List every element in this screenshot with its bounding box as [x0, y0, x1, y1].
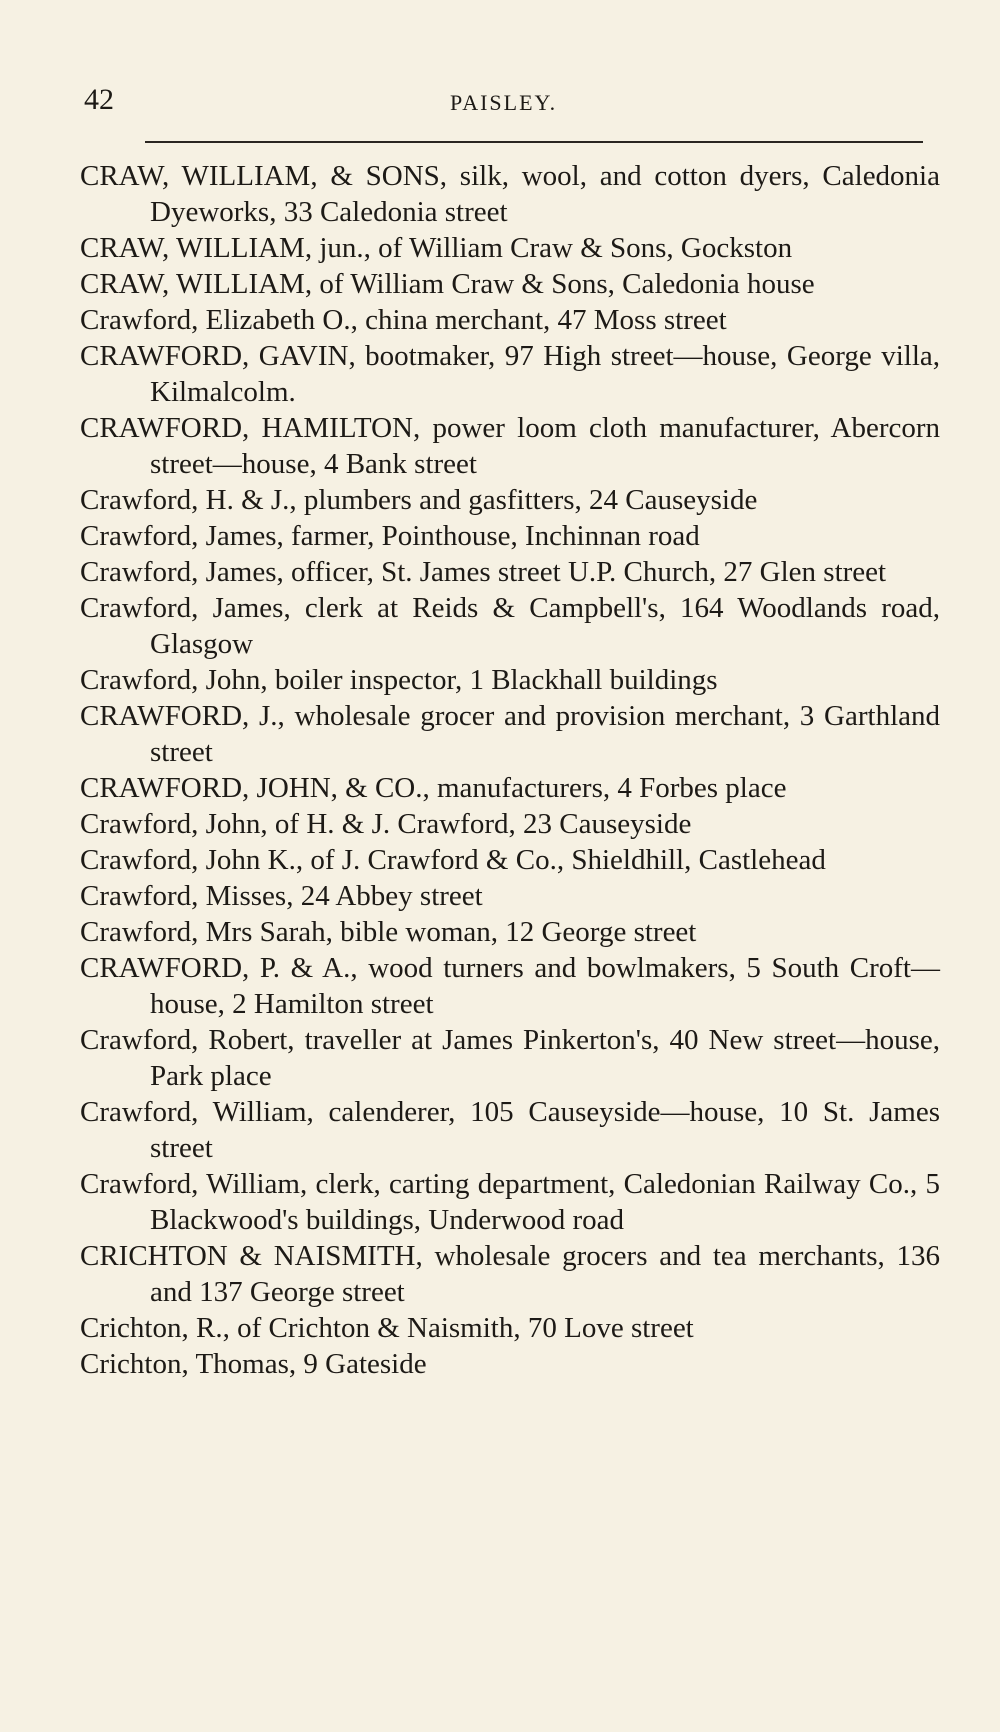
directory-entry: Crawford, H. & J., plumbers and gasfitters, 24 Causeyside: [80, 484, 758, 516]
directory-entry: Crawford, William, calenderer, 105 Causeyside—house, 10 St. James street: [80, 1096, 940, 1164]
header-rule: [145, 141, 923, 143]
directory-entry: CRAW, WILLIAM, jun., of William Craw & Sons, Gockston: [80, 232, 793, 264]
directory-entry: Crawford, Elizabeth O., china merchant, 47 Moss street: [80, 304, 727, 336]
running-title: PAISLEY.: [450, 90, 558, 115]
directory-entry: Crawford, William, clerk, carting department, Caledonian Railway Co., 5 Blackwood's buildings, Underwood road: [80, 1168, 940, 1236]
directory-entry: Crawford, Misses, 24 Abbey street: [80, 880, 483, 912]
directory-entry: CRICHTON & NAISMITH, wholesale grocers and tea merchants, 136 and 137 George street: [80, 1240, 940, 1308]
directory-entry: CRAWFORD, JOHN, & CO., manufacturers, 4 Forbes place: [80, 772, 787, 804]
directory-entry: Crawford, James, farmer, Pointhouse, Inchinnan road: [80, 520, 700, 552]
directory-entry: Crichton, R., of Crichton & Naismith, 70 Love street: [80, 1312, 694, 1344]
directory-entries: [80, 158, 940, 1382]
directory-entry: CRAWFORD, P. & A., wood turners and bowlmakers, 5 South Croft—house, 2 Hamilton street: [80, 952, 940, 1020]
directory-entry: Crawford, Robert, traveller at James Pinkerton's, 40 New street—house, Park place: [80, 1024, 940, 1092]
directory-entry: CRAWFORD, J., wholesale grocer and provision merchant, 3 Garthland street: [80, 700, 940, 768]
directory-entry: Crawford, John, of H. & J. Crawford, 23 Causeyside: [80, 808, 692, 840]
directory-entry: Crawford, John, boiler inspector, 1 Blackhall buildings: [80, 664, 718, 696]
directory-entry: Crawford, James, officer, St. James street U.P. Church, 27 Glen street: [80, 556, 887, 588]
page-header: [0, 82, 1000, 122]
directory-entry: Crawford, John K., of J. Crawford & Co., Shieldhill, Castlehead: [80, 844, 826, 876]
directory-entry: CRAWFORD, GAVIN, bootmaker, 97 High street—house, George villa, Kilmalcolm.: [80, 340, 940, 408]
page-number: 42: [84, 83, 114, 116]
directory-entry: CRAW, WILLIAM, & SONS, silk, wool, and cotton dyers, Caledonia Dyeworks, 33 Caledonia street: [80, 160, 940, 228]
directory-entry: Crawford, Mrs Sarah, bible woman, 12 George street: [80, 916, 697, 948]
directory-entry: Crawford, James, clerk at Reids & Campbell's, 164 Woodlands road, Glasgow: [80, 592, 940, 660]
directory-entry: CRAW, WILLIAM, of William Craw & Sons, Caledonia house: [80, 268, 815, 300]
directory-entry: CRAWFORD, HAMILTON, power loom cloth manufacturer, Abercorn street—house, 4 Bank street: [80, 412, 940, 480]
directory-entry: Crichton, Thomas, 9 Gateside: [80, 1348, 427, 1380]
